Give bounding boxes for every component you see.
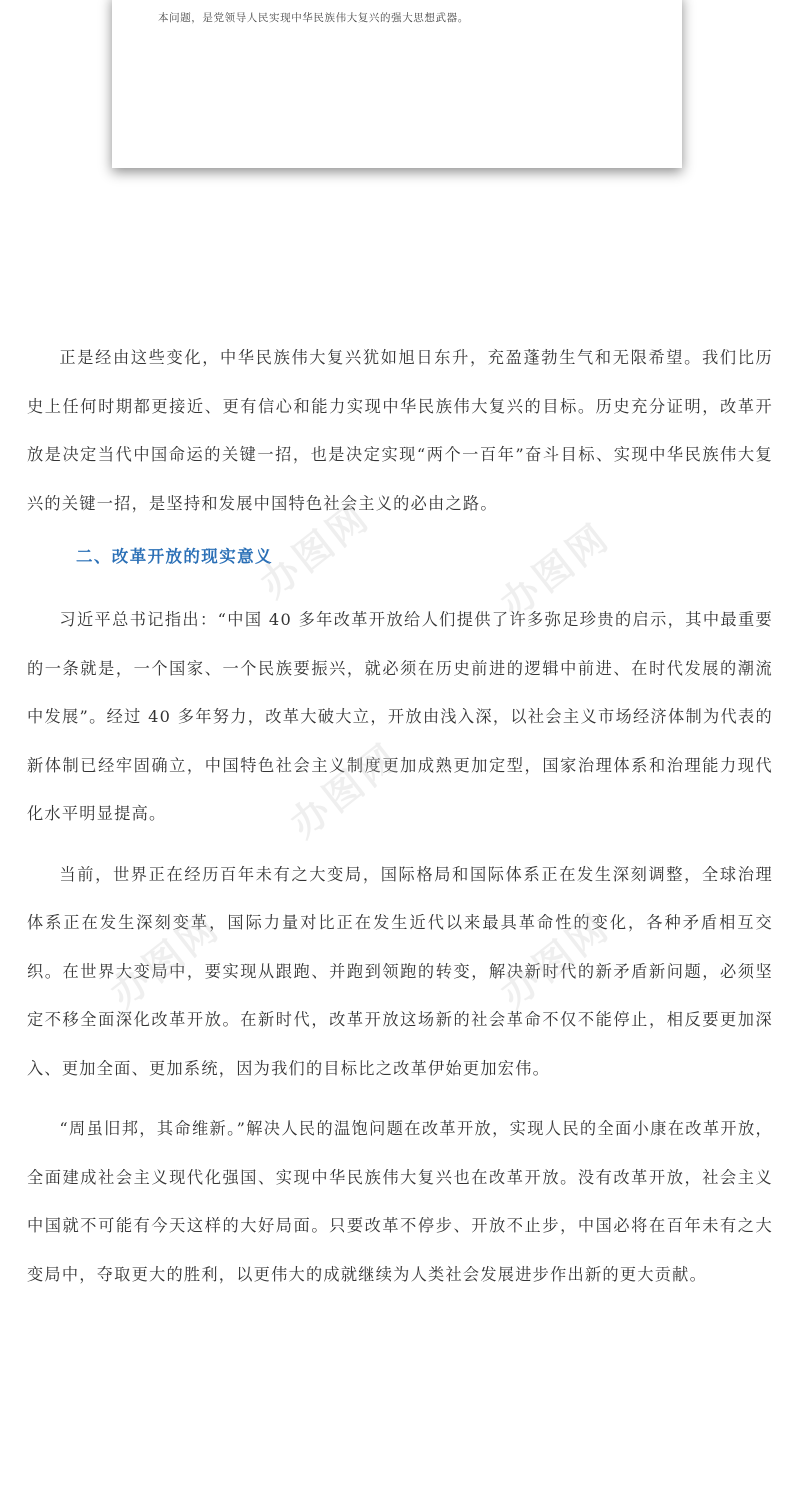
section1-text <box>27 334 773 528</box>
document-card <box>112 0 682 168</box>
paragraph: 当前，世界正在经历百年未有之大变局，国际格局和国际体系正在发生深刻调整，全球治理体系正在发生深刻变革，国际力量对比正在发生近代以来最具革命性的变化，各种矛盾相互交织。在世界大变局中，要实现从跟跑、并跑到领跑的转变，解决新时代的新矛盾新问题，必须坚定不移全面深化改革开放。在新时代，改革开放这场新的社会革命不仅不能停止，相反要更加深入、更加全面、更加系统，因为我们的目标比之改革伊始更加宏伟。 <box>27 864 773 1078</box>
watermark: 办图网 <box>101 904 229 1017</box>
watermark: 办图网 <box>281 734 409 847</box>
watermark: 办图网 <box>491 904 619 1017</box>
watermark: 办图网 <box>251 494 379 607</box>
card-text: 本问题，是党领导人民实现中华民族伟大复兴的强大思想武器。 <box>158 12 469 24</box>
paragraph: “周虽旧邦，其命维新。”解决人民的温饱问题在改革开放，实现人民的全面小康在改革开放，全面建成社会主义现代化强国、实现中华民族伟大复兴也在改革开放。没有改革开放，社会主义中国就不可能有今天这样的大好局面。只要改革不停步、开放不止步，中国必将在百年未有之大变局中，夺取更大的胜利，以更伟大的成就继续为人类社会发展进步作出新的更大贡献。 <box>27 1119 773 1284</box>
paragraph: 习近平总书记指出：“中国 40 多年改革开放给人们提供了许多弥足珍贵的启示，其中最重要的一条就是，一个国家、一个民族要振兴，就必须在历史前进的逻辑中前进、在时代发展的潮流中发展”。经过 40 多年努力，改革大破大立，开放由浅入深，以社会主义市场经济体制为代表的新体制已经牢固确立，中国特色社会主义制度更加成熟更加定型，国家治理体系和治理能力现代化水平明显提高。 <box>27 610 773 823</box>
section2-text <box>27 596 773 1299</box>
section-heading: 二、改革开放的现实意义 <box>76 547 273 566</box>
watermark: 办图网 <box>491 514 619 627</box>
paragraph: 正是经由这些变化，中华民族伟大复兴犹如旭日东升，充盈蓬勃生气和无限希望。我们比历史上任何时期都更接近、更有信心和能力实现中华民族伟大复兴的目标。历史充分证明，改革开放是决定当代中国命运的关键一招，也是决定实现“两个一百年”奋斗目标、实现中华民族伟大复兴的关键一招，是坚持和发展中国特色社会主义的必由之路。 <box>27 348 773 513</box>
